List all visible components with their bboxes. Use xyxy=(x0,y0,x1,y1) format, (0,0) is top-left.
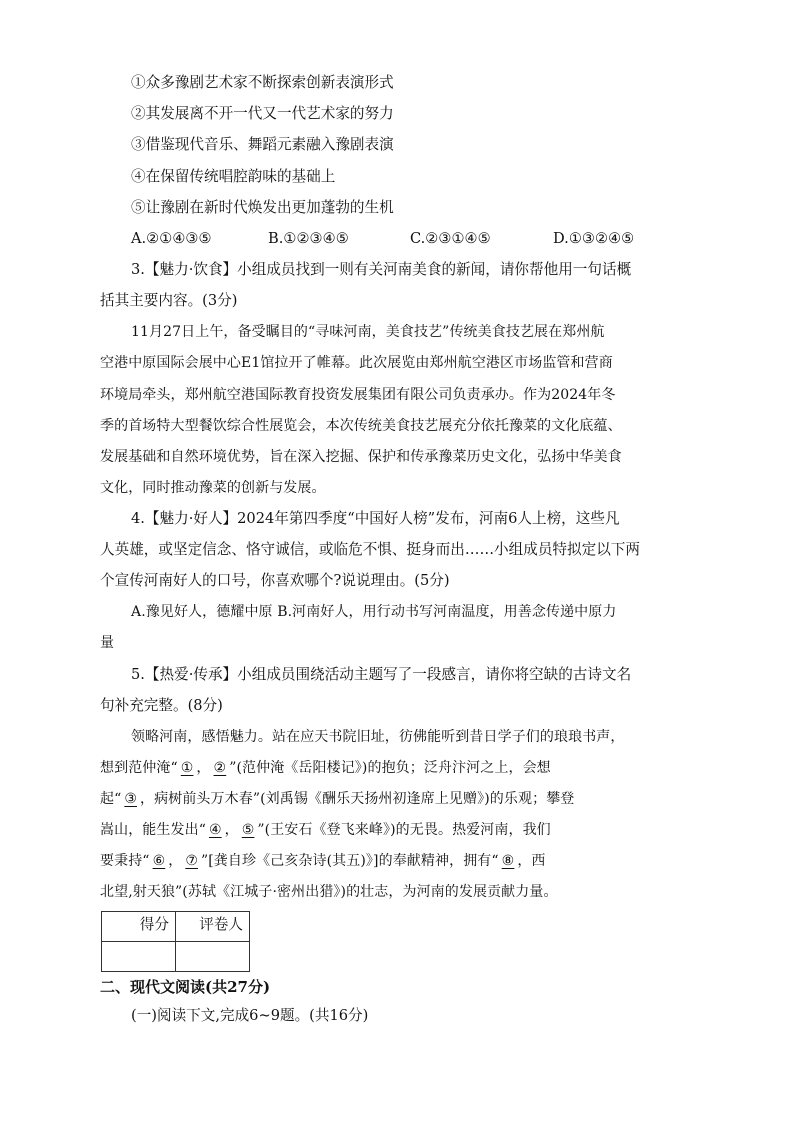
fill-blank-8[interactable]: ⑧ xyxy=(501,853,515,869)
question-5-line-2: 句补充完整。(8分) xyxy=(100,697,223,714)
question-4-line-2: 人英雄，或坚定信念、恪守诚信，或临危不惧、挺身而出……小组成员特拟定以下两 xyxy=(100,541,640,558)
passage-text: ， xyxy=(168,853,183,869)
fill-blank-4[interactable]: ④ xyxy=(208,822,222,838)
fill-blank-6[interactable]: ⑥ xyxy=(152,853,166,869)
passage-text: ， xyxy=(224,822,239,838)
passage-text: ，西 xyxy=(517,853,546,869)
fill-blank-2[interactable]: ② xyxy=(213,760,227,776)
news-line: 11月27日上午，备受瞩目的“寻味河南，美食技艺”传统美食技艺展在郑州航 xyxy=(131,324,605,340)
passage-text: 要秉持“ xyxy=(100,853,150,869)
fill-blank-1[interactable]: ① xyxy=(180,760,194,776)
score-cell[interactable] xyxy=(102,942,176,972)
news-line: 季的首场特大型餐饮综合性展览会，本次传统美食技艺展充分依托豫菜的文化底蕴、 xyxy=(100,418,622,434)
question-4-line-3: 个宣传河南好人的口号，你喜欢哪个?说说理由。(5分) xyxy=(100,572,450,589)
question-4-line-1: 4.【魅力·好人】2024年第四季度“中国好人榜”发布，河南6人上榜，这些凡 xyxy=(131,510,620,527)
option-b: B.①②③④⑤ xyxy=(268,230,349,247)
grader-cell[interactable] xyxy=(176,942,250,972)
sentence-item-1: ①众多豫剧艺术家不断探索创新表演形式 xyxy=(131,74,394,91)
grader-header: 评卷人 xyxy=(176,912,250,942)
option-d: D.①③②④⑤ xyxy=(553,230,635,247)
passage-text: ，病树前头万木春”(刘禹锡《酬乐天扬州初逢席上见赠》)的乐观；攀登 xyxy=(140,791,575,807)
passage-text: 嵩山，能生发出“ xyxy=(100,822,206,838)
passage-line-4 xyxy=(100,820,700,840)
passage-text: 想到范仲淹“ xyxy=(100,760,178,776)
question-5-line-1: 5.【热爱·传承】小组成员围绕活动主题写了一段感言，请你将空缺的古诗文名 xyxy=(131,666,632,683)
subsection-heading: (一)阅读下文,完成6~9题。(共16分) xyxy=(131,1007,369,1024)
option-c: C.②③①④⑤ xyxy=(410,230,491,247)
slogan-line-2: 量 xyxy=(100,635,115,651)
sentence-item-2: ②其发展离不开一代又一代艺术家的努力 xyxy=(131,105,394,122)
passage-text: 起“ xyxy=(100,791,122,807)
passage-line-1: 领略河南，感悟魅力。站在应天书院旧址，彷佛能听到昔日学子们的琅琅书声， xyxy=(131,729,625,745)
question-3-line-1: 3.【魅力·饮食】小组成员找到一则有关河南美食的新闻，请你帮他用一句话概 xyxy=(131,261,632,278)
news-line: 文化，同时推动豫菜的创新与发展。 xyxy=(100,480,326,496)
passage-text: ”(王安石《登飞来峰》)的无畏。热爱河南，我们 xyxy=(257,822,551,838)
passage-text: ， xyxy=(196,760,211,776)
passage-line-3 xyxy=(100,789,700,809)
passage-text: ”[龚自珍《己亥杂诗(其五)》]的奉献精神，拥有“ xyxy=(200,853,499,869)
news-line: 发展基础和自然环境优势，旨在深入挖掘、保护和传承豫菜历史文化，弘扬中华美食 xyxy=(100,449,622,465)
passage-text: ”(范仲淹《岳阳楼记》)的抱负；泛舟汴河之上，会想 xyxy=(229,760,551,776)
fill-blank-3[interactable]: ③ xyxy=(124,791,138,807)
fill-blank-5[interactable]: ⑤ xyxy=(241,822,255,838)
passage-line-5 xyxy=(100,851,700,871)
score-header: 得分 xyxy=(102,912,176,942)
option-a: A.②①④③⑤ xyxy=(131,230,212,247)
score-table xyxy=(101,911,250,972)
sentence-item-3: ③借鉴现代音乐、舞蹈元素融入豫剧表演 xyxy=(131,136,394,153)
question-3-line-2: 括其主要内容。(3分) xyxy=(100,292,238,309)
sentence-item-5: ⑤让豫剧在新时代焕发出更加蓬勃的生机 xyxy=(131,199,394,216)
passage-line-6: 北望,射天狼”(苏轼《江城子·密州出猎》)的壮志，为河南的发展贡献力量。 xyxy=(100,884,558,900)
section-heading: 二、现代文阅读(共27分) xyxy=(100,978,271,996)
passage-line-2 xyxy=(100,758,700,778)
slogan-line-1: A.豫见好人，德耀中原 B.河南好人，用行动书写河南温度，用善念传递中原力 xyxy=(131,604,617,620)
news-line: 空港中原国际会展中心E1馆拉开了帷幕。此次展览由郑州航空港区市场监管和营商 xyxy=(100,355,613,371)
fill-blank-7[interactable]: ⑦ xyxy=(185,853,198,869)
sentence-item-4: ④在保留传统唱腔韵味的基础上 xyxy=(131,168,336,185)
news-line: 环境局牵头，郑州航空港国际教育投资发展集团有限公司负责承办。作为2024年冬 xyxy=(100,387,616,403)
